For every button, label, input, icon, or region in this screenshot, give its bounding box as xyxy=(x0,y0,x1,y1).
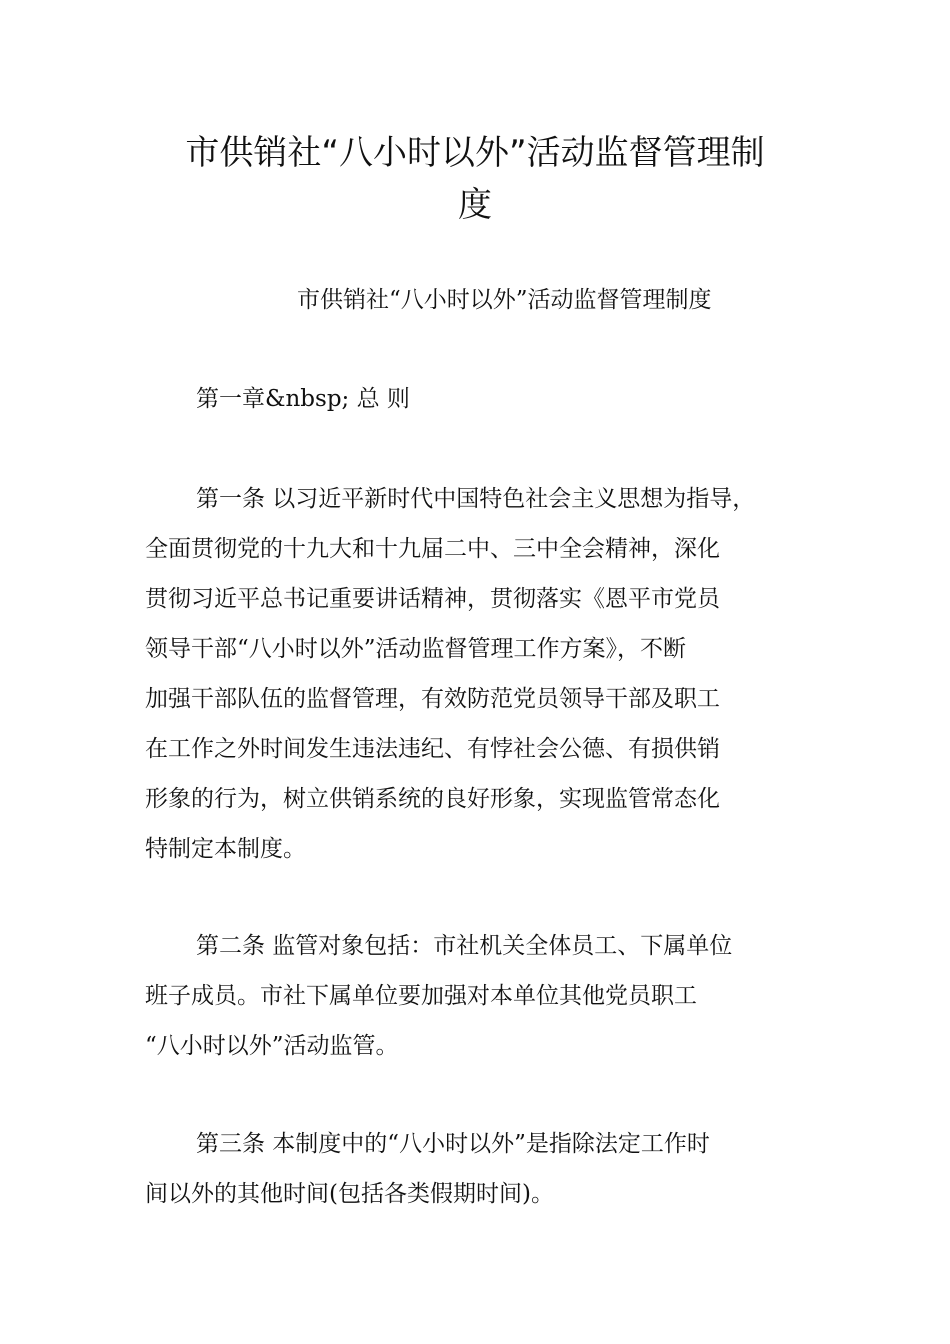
title-line-2: 度 xyxy=(458,185,492,225)
article-line: “八小时以外”活动监管。 xyxy=(145,1033,399,1059)
article-3 xyxy=(145,1119,810,1219)
document-title xyxy=(150,127,800,231)
article-1 xyxy=(145,474,810,874)
article-line: 班子成员。市社下属单位要加强对本单位其他党员职工 xyxy=(145,983,697,1009)
chapter-heading: 第一章&nbsp; 总 则 xyxy=(196,386,410,412)
article-line: 形象的行为，树立供销系统的良好形象，实现监管常态化 xyxy=(145,786,720,812)
article-line: 第一条 以习近平新时代中国特色社会主义思想为指导， xyxy=(196,486,756,512)
article-line: 领导干部“八小时以外”活动监督管理工作方案》，不断 xyxy=(145,636,687,662)
article-line: 间以外的其他时间(包括各类假期时间)。 xyxy=(145,1181,554,1207)
title-line-1: 市供销社“八小时以外”活动监督管理制 xyxy=(185,133,765,173)
article-2 xyxy=(145,921,810,1071)
article-line: 特制定本制度。 xyxy=(145,836,306,862)
article-line: 第二条 监管对象包括：市社机关全体员工、下属单位 xyxy=(196,933,733,959)
article-line: 在工作之外时间发生违法违纪、有悖社会公德、有损供销 xyxy=(145,736,720,762)
article-line: 全面贯彻党的十九大和十九届二中、三中全会精神，深化 xyxy=(145,536,720,562)
article-line: 加强干部队伍的监督管理，有效防范党员领导干部及职工 xyxy=(145,686,720,712)
article-line: 第三条 本制度中的“八小时以外”是指除法定工作时 xyxy=(196,1131,710,1157)
document-subtitle: 市供销社“八小时以外”活动监督管理制度 xyxy=(297,287,712,313)
article-line: 贯彻习近平总书记重要讲话精神，贯彻落实《恩平市党员 xyxy=(145,586,720,612)
